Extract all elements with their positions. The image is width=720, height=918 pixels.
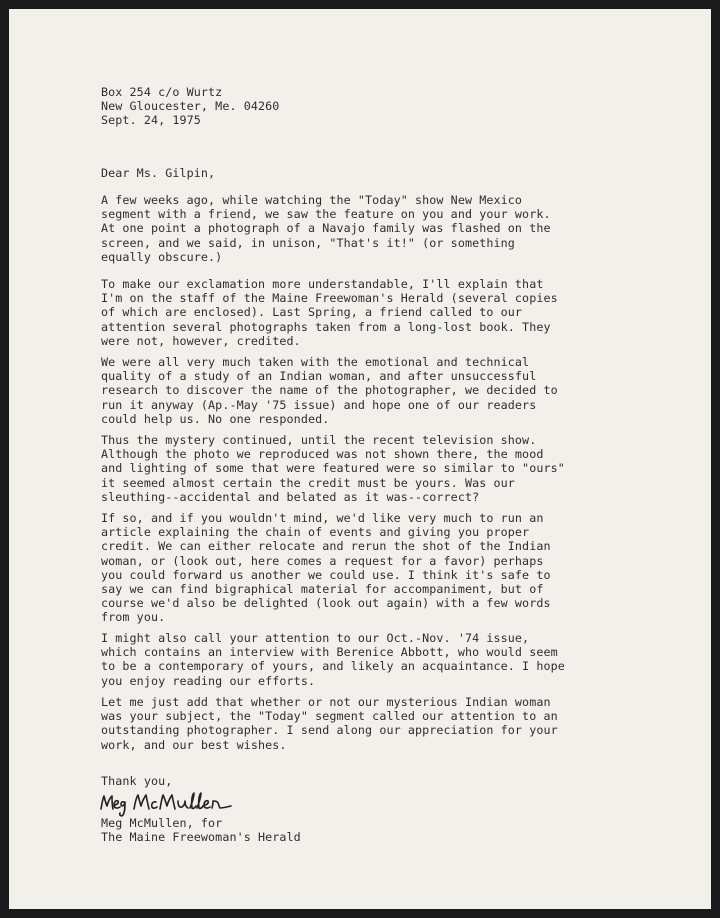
sender-address: Box 254 c/o Wurtz New Gloucester, Me. 04260 Sept. 24, 1975 [101,85,280,128]
body-paragraph-2: To make our exclamation more understandable, I'll explain that I'm on the staff of the Maine Freewoman's Herald (several copies of which are enclosed). Last Spring, a friend called to our attention several photographs taken from a long-lost book. They were not, however, credited. [101,277,558,348]
body-paragraph-1: A few weeks ago, while watching the "Today" show New Mexico segment with a friend, we saw the feature on you and your work. At one point a photograph of a Navajo family was flashed on the screen, and we said, in unison, "That's it!" (or something equally obscure.) [101,193,551,264]
letter-page [9,9,711,909]
body-paragraph-4: Thus the mystery continued, until the recent television show. Although the photo we reproduced was not shown there, the mood and lighting of some that were featured were so similar to "ours" it seemed almost certain the credit must be yours. Was our sleuthing--accidental and belated as it was--correct? [101,433,565,504]
body-paragraph-3: We were all very much taken with the emotional and technical quality of a study of an Indian woman, and after unsuccessful research to discover the name of the photographer, we decided to run it anyway (Ap.-May '75 issue) and hope one of our readers could help us. No one responded. [101,355,558,426]
body-paragraph-6: I might also call your attention to our Oct.-Nov. '74 issue, which contains an interview with Berenice Abbott, who would seem to be a contemporary of yours, and likely an acquaintance. I hope you enjoy reading our efforts. [101,631,565,688]
closing: Thank you, [101,774,173,788]
body-paragraph-7: Let me just add that whether or not our mysterious Indian woman was your subject, the "Today" segment called our attention to an outstanding photographer. I send along our appreciation for your work, and our best wishes. [101,695,558,752]
signature-block: Meg McMullen, for The Maine Freewoman's Herald [101,816,301,845]
handwritten-signature [97,789,247,819]
body-paragraph-5: If so, and if you wouldn't mind, we'd like very much to run an article explaining the chain of events and giving you proper credit. We can either relocate and rerun the shot of the Indian woman, or (look out, here comes a request for a favor) perhaps you could forward us another we could use. I think it's safe to say we can find bigraphical material for accompaniment, but of course we'd also be delighted (look out again) with a few words from you. [101,511,551,625]
salutation: Dear Ms. Gilpin, [101,166,216,180]
